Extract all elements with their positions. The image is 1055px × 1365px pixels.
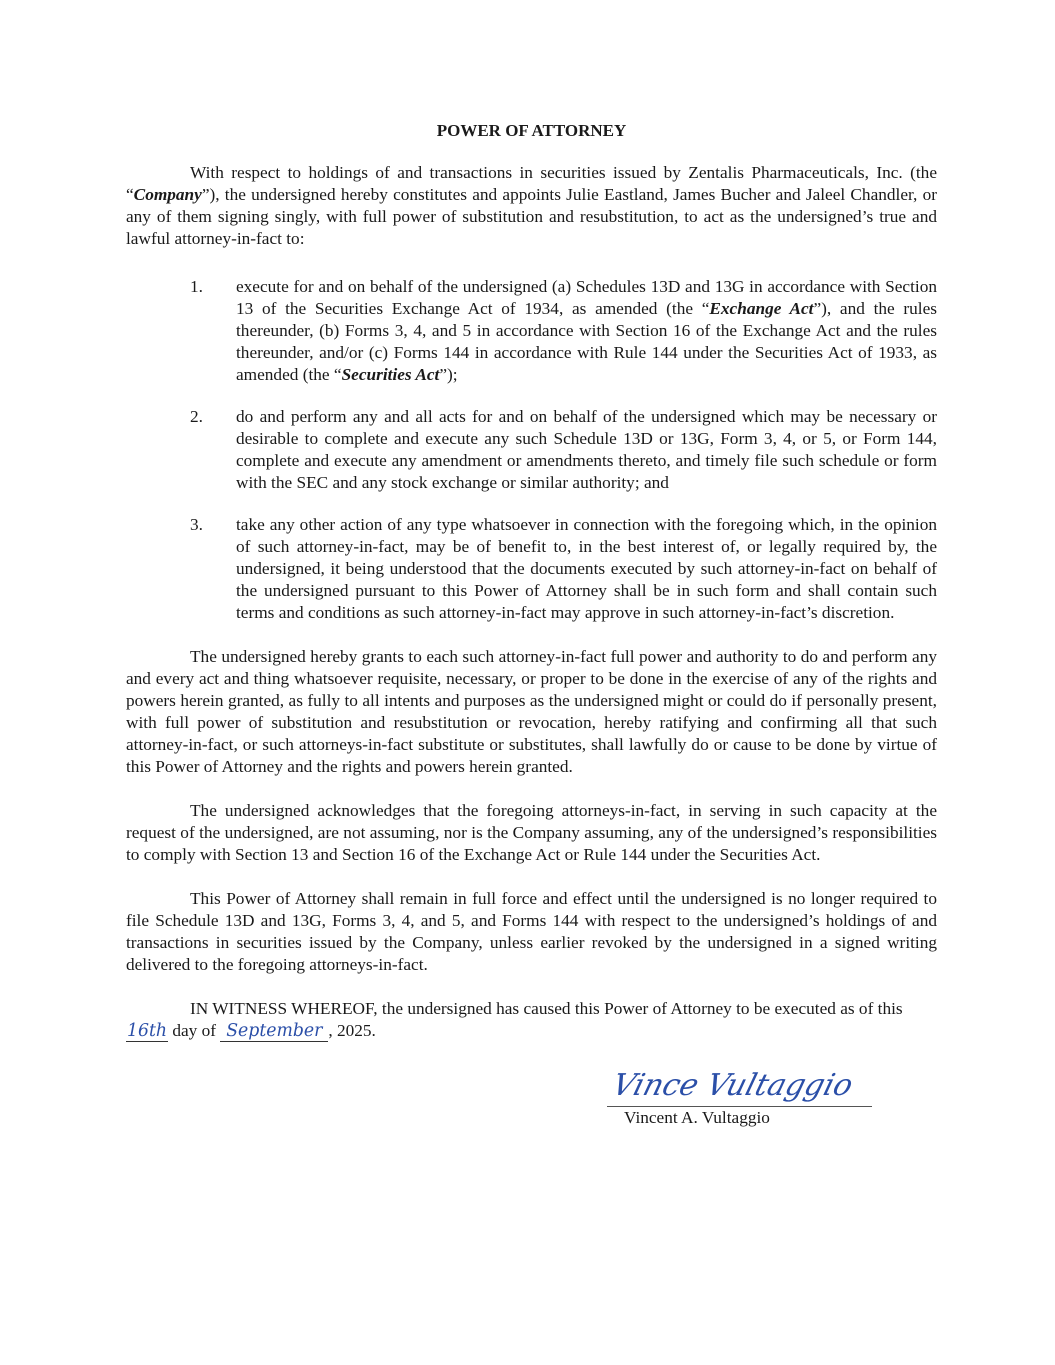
witness-text: IN WITNESS WHEREOF, the undersigned has caused this Power of Attorney to be executed as of this: [190, 999, 903, 1018]
defined-term-securities-act: Securities Act: [341, 365, 440, 384]
list-item-2: [190, 406, 937, 494]
handwritten-month: September: [220, 1021, 328, 1042]
duration-paragraph: This Power of Attorney shall remain in full force and effect until the undersigned is no longer required to file Schedule 13D and 13G, Forms 3, 4, and 5, and Forms 144 with respect to the undersigned’s holdings of and transactions in securities issued by the Company, unless earlier revoked by the undersigned in a signed writing delivered to the foregoing attorneys-in-fact.: [126, 889, 937, 974]
list-item-1: [190, 276, 937, 386]
item-text: do and perform any and all acts for and on behalf of the undersigned which may be necessary or desirable to complete and execute any such Schedule 13D or 13G, Form 3, 4, or 5, or Form 144, complete and execute any amendment or amendments thereto, and timely file such schedule or form with the SEC and any stock exchange or similar authority; and: [236, 407, 937, 492]
witness-text: , 2025.: [328, 1021, 376, 1040]
witness-text: day of: [168, 1021, 221, 1040]
signature-block: [607, 1066, 872, 1129]
signatory-name: Vincent A. Vultaggio: [624, 1108, 770, 1127]
intro-text: With respect to holdings of and transactions in securities issued by Zentalis Pharmaceuticals, Inc. (the “: [126, 163, 937, 204]
defined-term-exchange-act: Exchange Act: [709, 299, 814, 318]
item-text: ”), and the rules thereunder, (b) Forms 3, 4, and 5 in accordance with Section 16 of the Exchange Act and the rules thereunder, and/or (c) Forms 144 in accordance with Rule 144 under the Securities Act of 1933, as amended (the “: [236, 299, 937, 384]
item-text: ”);: [439, 365, 458, 384]
list-item-3: [190, 514, 937, 624]
intro-paragraph: [126, 162, 937, 250]
defined-term-company: Company: [133, 185, 202, 204]
numbered-list: [190, 276, 937, 624]
acknowledgement-paragraph: The undersigned acknowledges that the foregoing attorneys-in-fact, in serving in such capacity at the request of the undersigned, are not assuming, nor is the Company assuming, any of the undersigned’s responsibilities to comply with Section 13 and Section 16 of the Exchange Act or Rule 144 under the Securities Act.: [126, 801, 937, 864]
item-number: 1.: [190, 277, 203, 296]
signature-image: Vince Vultaggio: [608, 1068, 857, 1103]
handwritten-day: 16th: [126, 1021, 168, 1041]
document-title: POWER OF ATTORNEY: [436, 121, 627, 140]
item-text: take any other action of any type whatsoever in connection with the foregoing which, in the opinion of such attorney-in-fact, may be of benefit to, in the best interest of, or legally required by, the undersigned, it being understood that the documents executed by such attorney-in-fact on behalf of the undersigned pursuant to this Power of Attorney shall be in such form and shall contain such terms and conditions as such attorney-in-fact may approve in such attorney-in-fact’s discretion.: [236, 515, 937, 622]
grant-paragraph: The undersigned hereby grants to each such attorney-in-fact full power and authority to do and perform any and every act and thing whatsoever requisite, necessary, or proper to be done in the exercise of any of the rights and powers herein granted, as fully to all intents and purposes as the undersigned might or could do if personally present, with full power of substitution and resubstitution or revocation, hereby ratifying and confirming all that such attorney-in-fact, or such attorneys-in-fact substitute or substitutes, shall lawfully do or cause to be done by virtue of this Power of Attorney and the rights and powers herein granted.: [126, 647, 937, 776]
item-number: 2.: [190, 407, 203, 426]
item-number: 3.: [190, 515, 203, 534]
item-text: execute for and on behalf of the undersigned (a) Schedules 13D and 13G in accordance with Section 13 of the Securities Exchange Act of 1934, as amended (the “: [236, 277, 937, 318]
witness-paragraph: [126, 998, 937, 1042]
intro-text-rest: ”), the undersigned hereby constitutes and appoints Julie Eastland, James Bucher and Jaleel Chandler, or any of them signing singly, with full power of substitution and resubstitution, to act as the undersigned’s true and lawful attorney-in-fact to:: [126, 185, 937, 248]
